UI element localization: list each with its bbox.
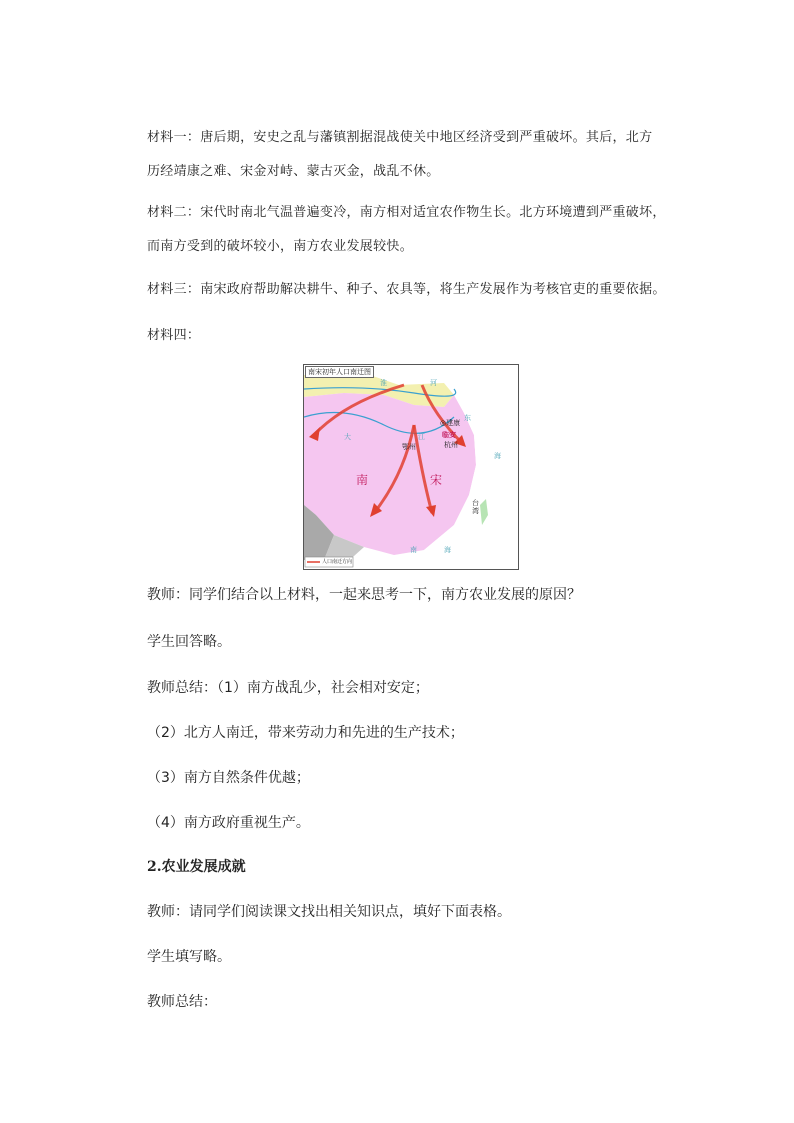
point-three: （3）南方自然条件优越； xyxy=(147,770,310,786)
material-two-line2: 而南方受到的破坏较小，南方农业发展较快。 xyxy=(147,239,414,254)
teacher-summary-2: 教师总结： xyxy=(147,994,217,1010)
material-one-line1: 材料一：唐后期，安史之乱与藩镇割据混战使关中地区经济受到严重破坏。其后，北方 xyxy=(147,130,653,145)
map-label-da: 大 xyxy=(344,433,351,441)
section-heading: 2.农业发展成就 xyxy=(147,859,246,875)
material-three: 材料三：南宋政府帮助解决耕牛、种子、农具等，将生产发展作为考核官吏的重要依据。 xyxy=(147,282,666,297)
map-label-linan-sub: 杭州 xyxy=(444,441,458,449)
map-label-song: 宋 xyxy=(430,473,443,487)
map-label-huai: 淮 xyxy=(380,379,387,387)
material-four: 材料四： xyxy=(147,328,201,343)
map-label-nan: 南 xyxy=(356,473,369,487)
map-label-jiankang: ◎建康 xyxy=(440,419,461,427)
student-answer: 学生回答略。 xyxy=(147,634,231,650)
map-label-linan: 临安 xyxy=(442,431,456,439)
material-two-line1: 材料二：宋代时南北气温普遍变冷，南方相对适宜农作物生长。北方环境遭到严重破坏， xyxy=(147,205,666,220)
student-fill: 学生填写略。 xyxy=(147,949,231,965)
teacher-task: 教师：请同学们阅读课文找出相关知识点，填好下面表格。 xyxy=(147,904,511,920)
point-two: （2）北方人南迁，带来劳动力和先进的生产技术； xyxy=(147,725,464,741)
teacher-summary: 教师总结：（1）南方战乱少，社会相对安定； xyxy=(147,680,429,696)
map-legend: 人口南迁方向 xyxy=(322,559,353,565)
map-title: 南宋初年人口南迁图 xyxy=(305,366,374,378)
material-one-line2: 历经靖康之难、宋金对峙、蒙古灭金，战乱不休。 xyxy=(147,164,440,179)
map-label-ezhou: 鄂州 xyxy=(402,443,416,451)
migration-map xyxy=(303,364,519,570)
map-label-dong: 东 xyxy=(464,414,471,422)
map-graphic xyxy=(304,365,518,569)
map-label-taiwan: 台湾 xyxy=(472,499,479,515)
point-four: （4）南方政府重视生产。 xyxy=(147,815,310,831)
material-two xyxy=(147,203,687,257)
material-one xyxy=(147,128,687,182)
map-label-jiang: 江 xyxy=(418,433,425,441)
teacher-question: 教师：同学们结合以上材料，一起来思考一下，南方农业发展的原因？ xyxy=(147,587,581,603)
map-label-nan-hai: 南 xyxy=(410,546,417,554)
map-label-hai2: 海 xyxy=(444,546,451,554)
map-label-he: 河 xyxy=(430,379,437,387)
map-label-hai: 海 xyxy=(494,452,501,460)
